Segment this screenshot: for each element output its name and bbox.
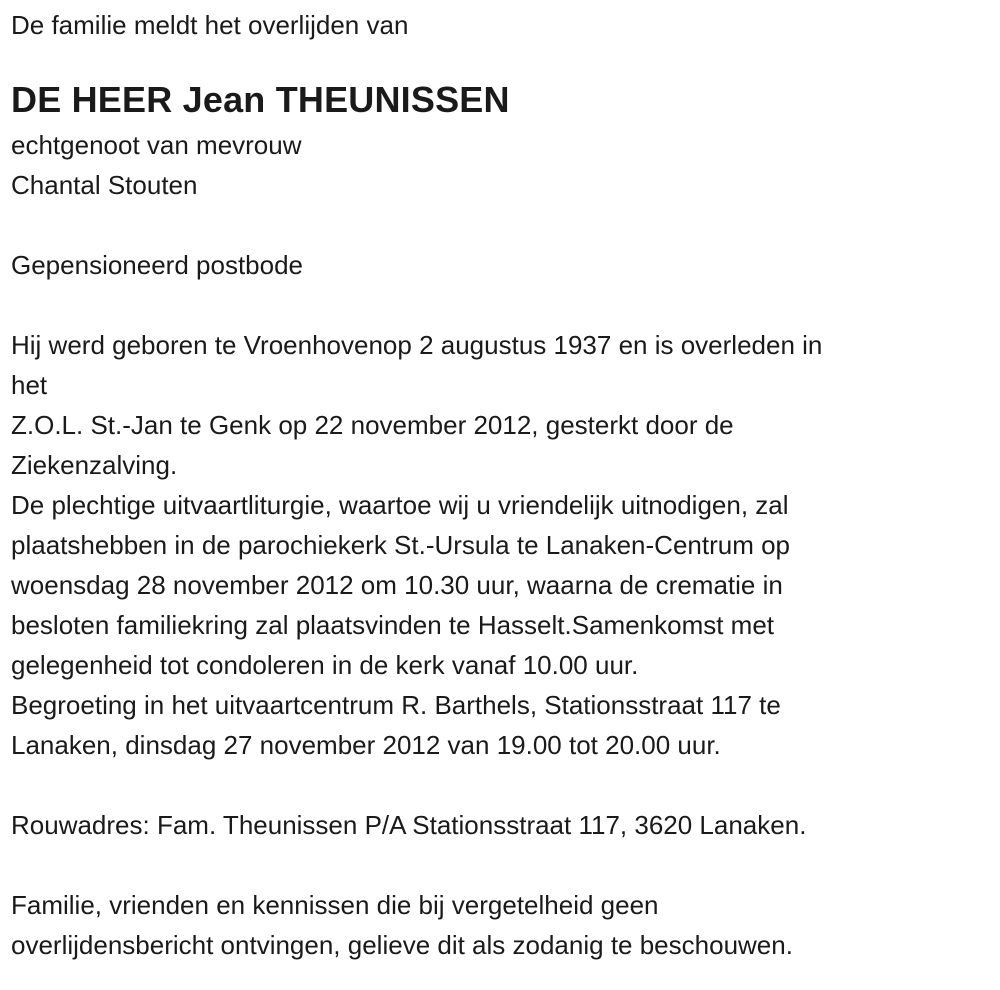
body-line: Lanaken, dinsdag 27 november 2012 van 19.00 tot 20.00 uur. [11, 730, 721, 760]
body-line: Hij werd geboren te Vroenhovenop 2 augustus 1937 en is overleden in [11, 330, 823, 360]
body-line: Begroeting in het uitvaartcentrum R. Barthels, Stationsstraat 117 te [11, 690, 781, 720]
body-line: besloten familiekring zal plaatsvinden te Hasselt.Samenkomst met [11, 610, 775, 640]
spacer [11, 845, 822, 885]
profession: Gepensioneerd postbode [11, 250, 304, 280]
intro-text: De familie meldt het overlijden van [11, 10, 409, 40]
body-line: Z.O.L. St.-Jan te Genk op 22 november 2012, gesterkt door de [11, 410, 734, 440]
closing-line: overlijdensbericht ontvingen, gelieve dit als zodanig te beschouwen. [11, 930, 793, 960]
deceased-name: DE HEER Jean THEUNISSEN [11, 79, 510, 120]
spouse-name: Chantal Stouten [11, 170, 198, 200]
death-notice [11, 5, 822, 965]
closing-line: Familie, vrienden en kennissen die bij vergetelheid geen [11, 890, 659, 920]
body-text [11, 325, 822, 765]
body-line: plaatshebben in de parochiekerk St.-Ursula te Lanaken-Centrum op [11, 530, 791, 560]
body-line: het [11, 370, 48, 400]
spouse-line: echtgenoot van mevrouw [11, 130, 302, 160]
spacer [11, 285, 822, 325]
spacer [11, 205, 822, 245]
body-line: gelegenheid tot condoleren in de kerk vanaf 10.00 uur. [11, 650, 639, 680]
spacer [11, 765, 822, 805]
mourning-address: Rouwadres: Fam. Theunissen P/A Stationsstraat 117, 3620 Lanaken. [11, 810, 807, 840]
body-line: woensdag 28 november 2012 om 10.30 uur, waarna de crematie in [11, 570, 783, 600]
body-line: Ziekenzalving. [11, 450, 178, 480]
body-line: De plechtige uitvaartliturgie, waartoe wij u vriendelijk uitnodigen, zal [11, 490, 789, 520]
